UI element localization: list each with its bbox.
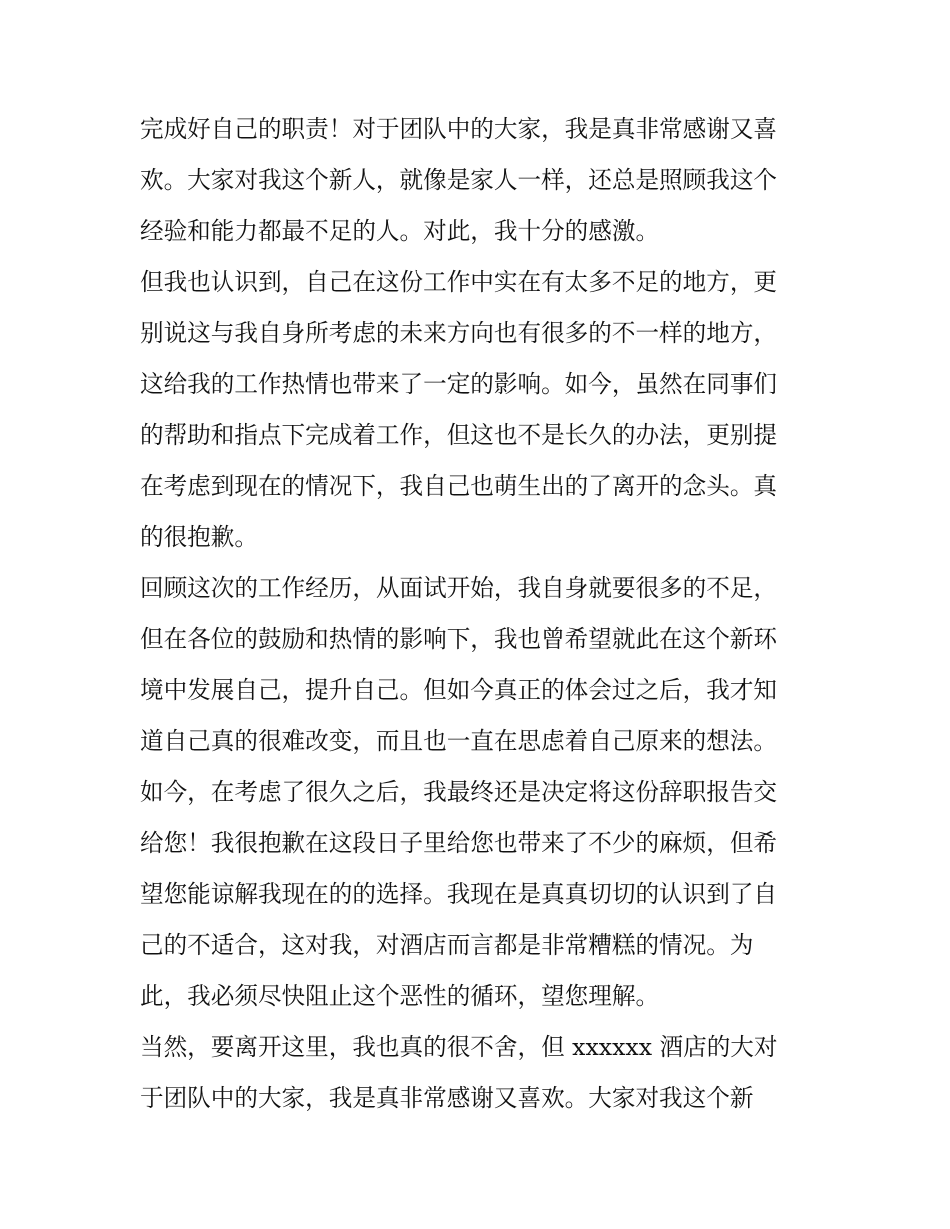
text-line: 欢。大家对我这个新人，就像是家人一样，还总是照顾我这个: [140, 166, 778, 194]
text-line: 道自己真的很难改变，而且也一直在思虑着自己原来的想法。: [140, 727, 778, 755]
text-line: 如今，在考虑了很久之后，我最终还是决定将这份辞职报告交: [140, 778, 778, 806]
text-line: 望您能谅解我现在的的选择。我现在是真真切切的认识到了自: [140, 880, 778, 908]
text-line: 但在各位的鼓励和热情的影响下，我也曾希望就此在这个新环: [140, 625, 778, 653]
text-line: 别说这与我自身所考虑的未来方向也有很多的不一样的地方，: [140, 319, 778, 347]
text-line: 经验和能力都最不足的人。对此，我十分的感激。: [140, 217, 660, 245]
text-line: 己的不适合，这对我，对酒店而言都是非常糟糕的情况。为: [140, 931, 754, 959]
text-line: 境中发展自己，提升自己。但如今真正的体会过之后，我才知: [140, 676, 778, 704]
text-line: 的很抱歉。: [140, 523, 258, 551]
text-line: 的帮助和指点下完成着工作，但这也不是长久的办法，更别提: [140, 421, 778, 449]
text-line: 给您！我很抱歉在这段日子里给您也带来了不少的麻烦，但希: [140, 829, 778, 857]
text-line: 这给我的工作热情也带来了一定的影响。如今，虽然在同事们: [140, 370, 778, 398]
text-line: 完成好自己的职责！对于团队中的大家，我是真非常感谢又喜: [140, 115, 778, 143]
text-line: 但我也认识到，自己在这份工作中实在有太多不足的地方，更: [140, 268, 778, 296]
text-line: 在考虑到现在的情况下，我自己也萌生出的了离开的念头。真: [140, 472, 778, 500]
text-line: 于团队中的大家，我是真非常感谢又喜欢。大家对我这个新: [140, 1084, 754, 1112]
text-line: 此，我必须尽快阻止这个恶性的循环，望您理解。: [140, 982, 660, 1010]
text-line: 当然，要离开这里，我也真的很不舍，但 xxxxxx 酒店的大对: [140, 1033, 778, 1061]
text-line: 回顾这次的工作经历，从面试开始，我自身就要很多的不足，: [140, 574, 778, 602]
